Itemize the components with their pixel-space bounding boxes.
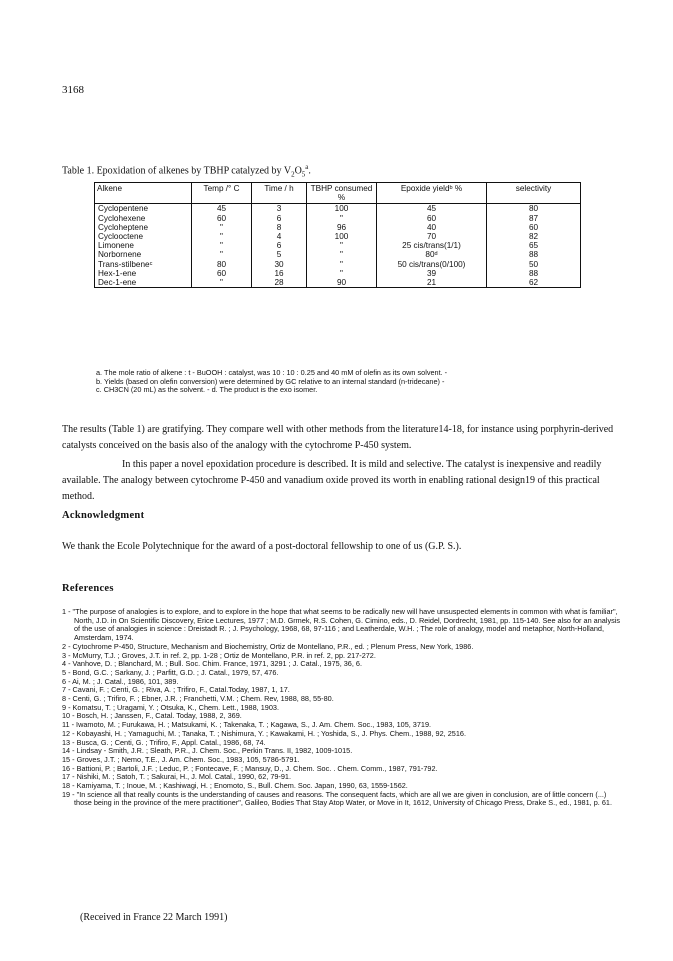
acknowledgment-heading: Acknowledgment [62, 510, 145, 521]
table-cell: 28 [252, 278, 307, 288]
table-cell: 60 [192, 269, 252, 278]
table-cell: Cyclohexene [95, 214, 192, 223]
table-cell: 6 [252, 241, 307, 250]
reference-item: 18 - Kamiyama, T. ; Inoue, M. ; Kashiwagi, H. ; Enomoto, S., Bull. Chem. Soc. Japan, 1990, 63, 1559-1562. [62, 781, 408, 791]
table-row [95, 278, 581, 288]
table-cell: Dec-1-ene [95, 278, 192, 288]
reference-item: 12 - Kobayashi, H. ; Yamaguchi, M. ; Tanaka, T. ; Nishimura, Y. ; Kawakami, H. ; Yoshida, S., J. Phys. Chem., 1988, 92, 2516. [62, 728, 466, 738]
col-header-alkene: Alkene [95, 183, 192, 204]
col-header-temp: Temp /° C [192, 183, 252, 204]
note-c: c. CH3CN (20 mL) as the solvent. - d. The product is the exo isomer. [96, 385, 318, 395]
table-cell: " [192, 241, 252, 250]
table-cell: " [192, 223, 252, 232]
table-cell: 80 [192, 260, 252, 269]
table-cell: 39 [377, 269, 487, 278]
table-cell: 88 [487, 269, 581, 278]
table-cell: 8 [252, 223, 307, 232]
table-cell: 45 [377, 204, 487, 214]
table-cell: " [307, 250, 377, 259]
table-cell: 21 [377, 278, 487, 288]
table-cell: 40 [377, 223, 487, 232]
reference-item: 13 - Busca, G. ; Centi, G. ; Trifiro, F., Appl. Catal., 1986, 68, 74. [62, 737, 266, 747]
reference-item: 10 - Bosch, H. ; Janssen, F., Catal. Today, 1988, 2, 369. [62, 711, 242, 721]
table-cell: 96 [307, 223, 377, 232]
reference-item: 15 - Groves, J.T. ; Nemo, T.E., J. Am. Chem. Soc., 1983, 105, 5786-5791. [62, 754, 300, 764]
references-list [62, 608, 622, 808]
reference-item: 17 - Nishiki, M. ; Satoh, T. ; Sakurai, H., J. Mol. Catal., 1990, 62, 79-91. [62, 772, 292, 782]
reference-item: 6 - Ai, M. ; J. Catal., 1986, 101, 389. [62, 676, 179, 686]
table-row [95, 250, 581, 259]
table-cell: 45 [192, 204, 252, 214]
reference-item: 16 - Battioni, P. ; Bartoli, J.F. ; Leduc, P. ; Fontecave, F. ; Mansuy, D., J. Chem. Soc. . Chem. Comm., 1987, 791-792. [62, 763, 438, 773]
acknowledgment-text: We thank the Ecole Polytechnique for the award of a post-doctoral fellowship to one of us (G.P. S.). [62, 541, 462, 552]
table-cell: 62 [487, 278, 581, 288]
table-cell: Cycloheptene [95, 223, 192, 232]
table-row [95, 269, 581, 278]
reference-item: 8 - Centi, G. ; Trifiro, F. ; Ebner, J.R. ; Franchetti, V.M. ; Chem. Rev, 1988, 88, 55-80. [62, 694, 334, 704]
col-header-time: Time / h [252, 183, 307, 204]
table-cell: 4 [252, 232, 307, 241]
table-cell: " [192, 232, 252, 241]
table-row [95, 260, 581, 269]
epoxidation-table [94, 182, 581, 288]
table-cell: Norbornene [95, 250, 192, 259]
col-header-tbhp: TBHP consumed % [307, 183, 377, 204]
reference-item: 11 - Iwamoto, M. ; Furukawa, H. ; Matsukami, K. ; Takenaka, T. ; Kagawa, S., J. Am. Chem. Soc., 1983, 105, 3719. [62, 720, 432, 730]
table-cell: " [307, 269, 377, 278]
paragraph-novel: In this paper a novel epoxidation procedure is described. It is mild and selective. The catalyst is inexpensive and readily available. The analogy between cytochrome P-450 and vanadium oxide proved its worth in enabling rational design19 of this practical method. [62, 459, 602, 502]
table-cell: 50 cis/trans(0/100) [377, 260, 487, 269]
reference-item: 19 - "In science all that really counts is the understanding of causes and reasons. The consequent facts, which are all we are given in conclusion, are of little concern (...) those being in the province of the mere practitioner", Galileo, Bodies That Stay Atop Water, or Move in It, 1612, University of Chicago Press, Drake S., ed., 1981, p. 61. [62, 789, 612, 808]
col-header-yield: Epoxide yieldᵇ % [377, 183, 487, 204]
table-cell: " [307, 260, 377, 269]
reference-item: 14 - Lindsay - Smith, J.R. ; Sleath, P.R., J. Chem. Soc., Perkin Trans. II, 1982, 1009-1015. [62, 746, 353, 756]
table-cell: Cyclopentene [95, 204, 192, 214]
table-cell: 80ᵈ [377, 250, 487, 259]
col-header-selectivity: selectivity [487, 183, 581, 204]
table-cell: 87 [487, 214, 581, 223]
table-row [95, 232, 581, 241]
table-cell: Trans-stilbeneᶜ [95, 260, 192, 269]
reference-item: 7 - Cavani, F. ; Centi, G. ; Riva, A. ; Trifiro, F., Catal.Today, 1987, 1, 17. [62, 685, 290, 695]
table-cell: " [192, 278, 252, 288]
table-cell: 60 [487, 223, 581, 232]
reference-item: 1 - "The purpose of analogies is to explore, and to explore in the hope that what seems to be radically new will have unsuspected elements in common with what is familiar", North, J.D. in On Scientific Discovery, Erice Lectures, 1977 ; M.D. Grmek, R.S. Cohen, G. Cimino, eds., D. Reidel, Dordrecht, 1981, pp. 115-140. See also for an analysis of the use of analogies in science : Dreistadt R. ; J. Psychology, 1968, 68, 97-116 ; and Leatherdale, W.H. ; The role of analogy, model and metaphor, North-Holland, Amsterdam, 1974. [62, 607, 621, 643]
table-cell: 3 [252, 204, 307, 214]
table-cell: " [307, 214, 377, 223]
table-cell: 88 [487, 250, 581, 259]
table-cell: 70 [377, 232, 487, 241]
reference-item: 9 - Komatsu, T. ; Uragami, Y. ; Otsuka, K., Chem. Lett., 1988, 1903. [62, 702, 279, 712]
reference-item: 5 - Bond, G.C. ; Sarkany, J. ; Parfitt, G.D. ; J. Catal., 1979, 57, 476. [62, 667, 279, 677]
table-cell: 60 [377, 214, 487, 223]
table-row [95, 204, 581, 214]
table-cell: 82 [487, 232, 581, 241]
table-cell: 50 [487, 260, 581, 269]
table-row [95, 241, 581, 250]
note-a: a. The mole ratio of alkene : t - BuOOH : catalyst, was 10 : 10 : 0.25 and 40 mM of olefin as its own solvent. - [96, 368, 448, 377]
table-cell: 16 [252, 269, 307, 278]
table-cell: " [307, 241, 377, 250]
reference-item: 2 - Cytochrome P-450, Structure, Mechanism and Biochemistry, Ortiz de Montellano, P.R., ed. ; Plenum Press, New York, 1986. [62, 641, 474, 651]
reference-item: 4 - Vanhove, D. ; Blanchard, M. ; Bull. Soc. Chim. France, 1971, 3291 ; J. Catal., 1975, 36, 6. [62, 659, 363, 669]
table-cell: 65 [487, 241, 581, 250]
page-number: 3168 [62, 84, 84, 96]
references-heading: References [62, 583, 114, 594]
received-note: (Received in France 22 March 1991) [80, 912, 228, 923]
table-cell: 100 [307, 232, 377, 241]
table-cell: 25 cis/trans(1/1) [377, 241, 487, 250]
table-notes [96, 369, 616, 395]
table-body [95, 204, 581, 288]
table-row [95, 223, 581, 232]
table-caption: Table 1. Epoxidation of alkenes by TBHP catalyzed by $V_2O_5^a$. [62, 163, 311, 179]
table-cell: 6 [252, 214, 307, 223]
table-cell: 90 [307, 278, 377, 288]
reference-item: 3 - McMurry, T.J. ; Groves, J.T. in ref. 2, pp. 1-28 ; Ortiz de Montellano, P.R. in ref. 2, pp. 217-272. [62, 650, 376, 660]
note-b: b. Yields (based on olefin conversion) were determined by GC relative to an internal standard (n-tridecane) - [96, 376, 445, 386]
table-cell: " [192, 250, 252, 259]
table-row [95, 214, 581, 223]
table-cell: 60 [192, 214, 252, 223]
table-cell: 80 [487, 204, 581, 214]
table-cell: 30 [252, 260, 307, 269]
table-cell: Limonene [95, 241, 192, 250]
table-cell: 5 [252, 250, 307, 259]
table-cell: Cyclooctene [95, 232, 192, 241]
table-cell: 100 [307, 204, 377, 214]
table-cell: Hex-1-ene [95, 269, 192, 278]
paragraph-results: The results (Table 1) are gratifying. They compare well with other methods from the literature14-18, for instance using porphyrin-derived catalysts conceived on the basis also of the analogy with the cytochrome P-450 system. [62, 424, 614, 451]
